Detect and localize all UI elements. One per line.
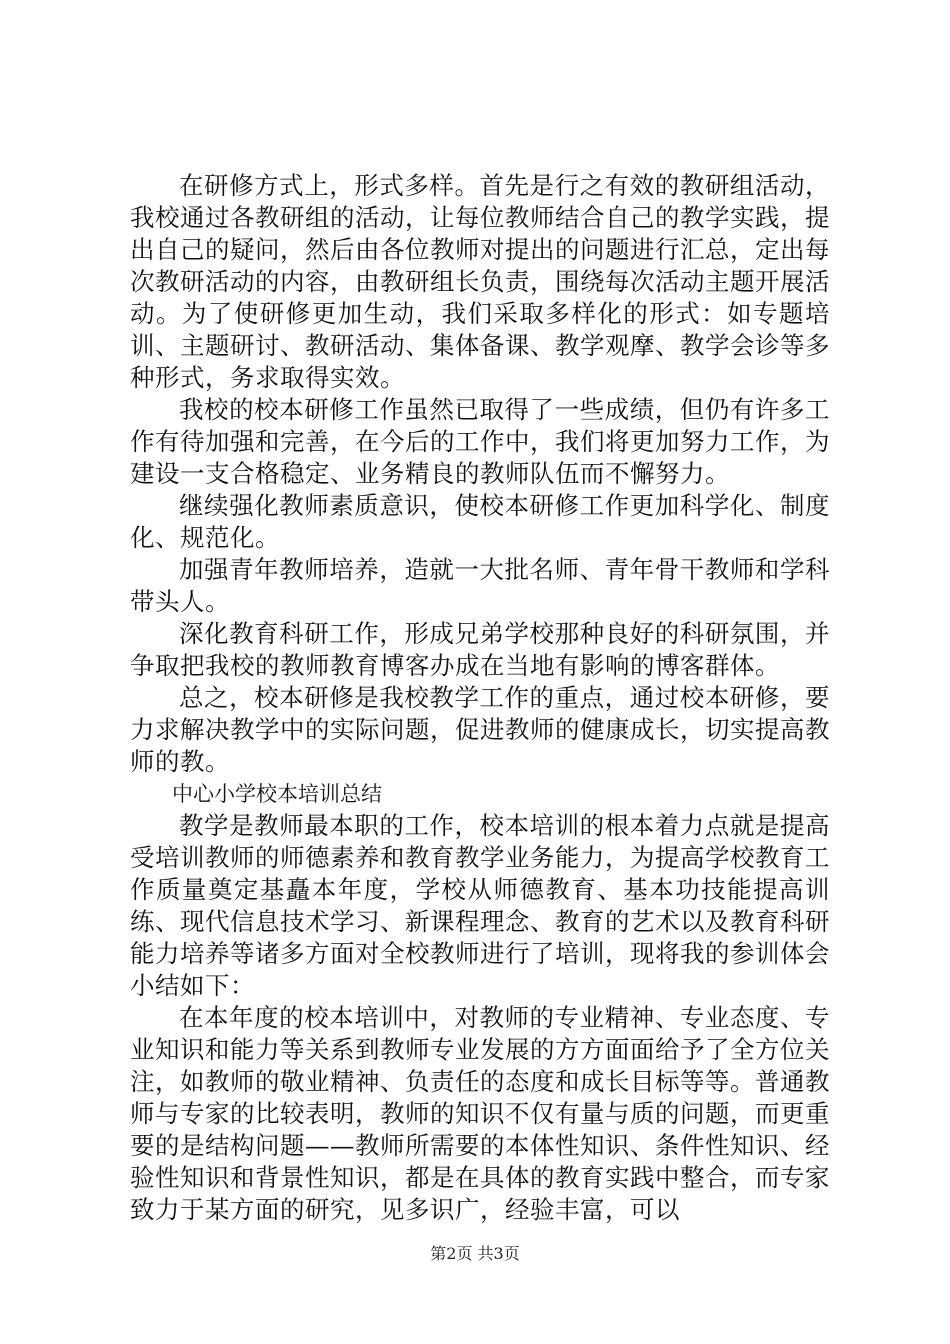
paragraph-study-methods: 在研修方式上，形式多样。首先是行之有效的教研组活动，我校通过各教研组的活动，让每位教师结合自己的教学实践，提出自己的疑问，然后由各位教师对提出的问题进行汇总，定出每次教研活动的内容，由教研组长负责，围绕每次活动主题开展活动。为了使研修更加生动，我们采取多样化的形式：如专题培训、主题研讨、教研活动、集体备课、教学观摩、教学会诊等多种形式，务求取得实效。 <box>130 171 830 392</box>
paragraph-quality-awareness: 继续强化教师素质意识，使校本研修工作更加科学化、制度化、规范化。 <box>130 491 830 552</box>
paragraph-research-work: 深化教育科研工作，形成兄弟学校那种良好的科研氛围，并争取把我校的教师教育博客办成在当地有影响的博客群体。 <box>130 619 830 680</box>
document-body <box>130 170 830 1226</box>
paragraph-achievements: 我校的校本研修工作虽然已取得了一些成绩，但仍有许多工作有待加强和完善，在今后的工作中，我们将更加努力工作，为建设一支合格稳定、业务精良的教师队伍而不懈努力。 <box>130 395 830 488</box>
page-number-footer: 第2页 共3页 <box>430 1244 520 1263</box>
paragraph-teaching-intro: 教学是教师最本职的工作，校本培训的根本着力点就是提高受培训教师的师德素养和教育教学业务能力，为提高学校教育工作质量奠定基矗本年度，学校从师德教育、基本功技能提高训练、现代信息技术学习、新课程理念、教育的艺术以及教育科研能力培养等诸多方面对全校教师进行了培训，现将我的参训体会小结如下： <box>130 811 830 1000</box>
paragraph-conclusion: 总之，校本研修是我校教学工作的重点，通过校本研修，要力求解决教学中的实际问题，促进教师的健康成长，切实提高教师的教。 <box>130 683 830 776</box>
section-heading: 中心小学校本培训总结 <box>172 782 382 806</box>
paragraph-training-details: 在本年度的校本培训中，对教师的专业精神、专业态度、专业知识和能力等关系到教师专业发展的方方面面给予了全方位关注，如教师的敬业精神、负责任的态度和成长目标等等。普通教师与专家的比较表明，教师的知识不仅有量与质的问题，而更重要的是结构问题——教师所需要的本体性知识、条件性知识、经验性知识和背景性知识，都是在具体的教育实践中整合，而专家致力于某方面的研究，见多识广，经验丰富，可以 <box>130 1003 830 1224</box>
paragraph-young-teachers: 加强青年教师培养，造就一大批名师、青年骨干教师和学科带头人。 <box>130 555 830 616</box>
